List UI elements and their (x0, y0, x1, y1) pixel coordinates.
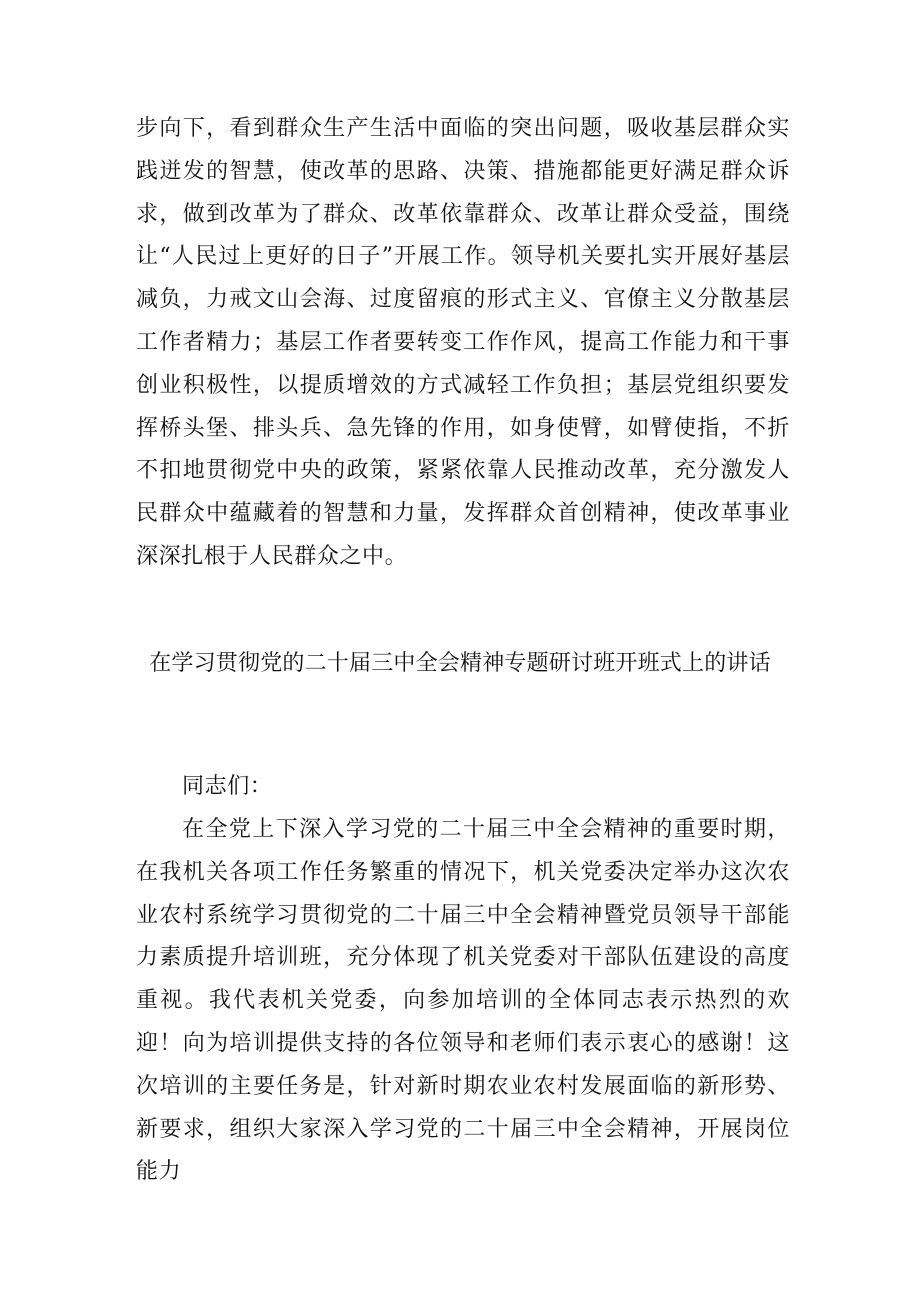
speech-title: 在学习贯彻党的二十届三中全会精神专题研讨班开班式上的讲话 (149, 651, 771, 676)
salutation: 同志们： (182, 774, 273, 799)
opening-paragraph: 在全党上下深入学习党的二十届三中全会精神的重要时期，在我机关各项工作任务繁重的情况下，机关党委决定举办这次农业农村系统学习贯彻党的二十届三中全会精神暨党员领导干部能力素质提升培训班，充分体现了机关党委对干部队伍建设的高度重视。我代表机关党委，向参加培训的全体同志表示热烈的欢迎！向为培训提供支持的各位领导和老师们表示衷心的感谢！这次培训的主要任务是，针对新时期农业农村发展面临的新形势、新要求，组织大家深入学习党的二十届三中全会精神，开展岗位能力 (136, 817, 790, 1185)
continuation-paragraph: 步向下，看到群众生产生活中面临的突出问题，吸收基层群众实践迸发的智慧，使改革的思路、决策、措施都能更好满足群众诉求，做到改革为了群众、改革依靠群众、改革让群众受益，围绕让“人民过上更好的日子”开展工作。领导机关要扎实开展好基层减负，力戒文山会海、过度留痕的形式主义、官僚主义分散基层工作者精力；基层工作者要转变工作作风，提高工作能力和干事创业积极性，以提质增效的方式减轻工作负担；基层党组织要发挥桥头堡、排头兵、急先锋的作用，如身使臂，如臂使指，不折不扣地贯彻党中央的政策，紧紧依靠人民推动改革，充分激发人民群众中蕴藏着的智慧和力量，发挥群众首创精神，使改革事业深深扎根于人民群众之中。 (136, 116, 790, 569)
